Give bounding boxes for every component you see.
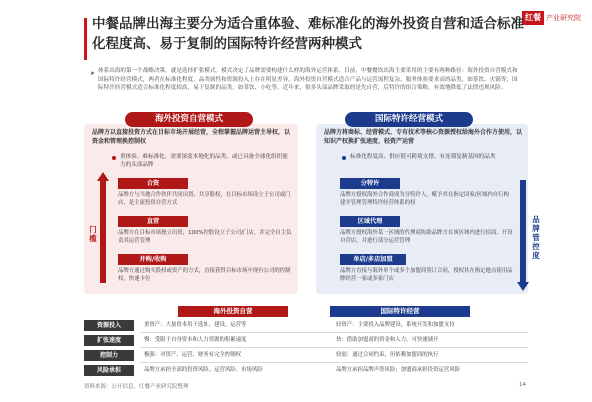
logo-brand-mark: 红餐 xyxy=(522,11,544,25)
row-label: 控制力 xyxy=(84,350,134,361)
row-label: 扩张速度 xyxy=(84,335,134,346)
table-row xyxy=(84,319,528,332)
model-desc-direct: 品牌方在目标市场独立出资，100%控股设立子公司/门店，并完全自主负责其运营管理 xyxy=(118,230,292,245)
model-desc-unit-franchise: 品牌方直接与海外单个或多个加盟商签订合同，授权其在指定地点使用品牌经营一家或多家门店 xyxy=(340,268,513,283)
model-tag-ma: 并购/收购 xyxy=(118,254,188,265)
title-accent-bar xyxy=(84,18,87,60)
row-franchise-value: 较弱：通过合同约束，但依赖加盟商的执行 xyxy=(336,352,439,358)
row-divider xyxy=(140,347,528,348)
bullet-dot-icon xyxy=(342,156,346,160)
control-label: 品牌管控度 xyxy=(532,215,540,260)
model-tag-direct: 直营 xyxy=(118,216,188,227)
logo-subtitle: 产业研究院 xyxy=(546,14,581,22)
franchise-fit: 标准化程度高、供应链可跨境支撑、有连锁复制基因的品类 xyxy=(350,154,496,160)
row-franchise-value: 轻资产：主要投入品牌建设、系统开发和加盟支持 xyxy=(336,322,455,328)
row-franchise-value: 快：借助加盟商的资金和人力，可快速铺开 xyxy=(336,337,439,343)
source-note: 资料来源：公开信息、红餐产业研究院整理 xyxy=(84,384,189,390)
page-number: 14 xyxy=(519,382,526,388)
row-self-operated-value: 重资产：大量资本用于选址、建设、运营等 xyxy=(144,322,247,328)
model-tag-unit-franchise: 单店/多店加盟 xyxy=(340,254,406,265)
threshold-label: 门槛 xyxy=(89,225,97,243)
model-desc-master-franchise: 品牌方授权海外合作商成为分特许人，赋予其在指定国家/区域内自行构建并管理管理特许经营体系的权 xyxy=(340,192,509,207)
franchise-lead: 品牌方将商标、经营模式、专有技术等核心资源授权给海外合作方使用，以知识产权换扩张速度，轻资产运营 xyxy=(324,129,523,145)
row-self-operated-value: 品牌方承担全部的投资风险、运营风险、市场风险 xyxy=(144,367,263,373)
model-tag-master-franchise: 分特许 xyxy=(340,178,400,189)
comparison-header-self-operated: 海外投资自营 xyxy=(178,306,288,317)
row-divider xyxy=(140,332,528,333)
table-row xyxy=(84,349,528,362)
row-franchise-value: 品牌方承担品牌声誉风险；加盟商承担投资运营风险 xyxy=(336,367,460,373)
bullet-dot-icon xyxy=(112,156,116,160)
table-row xyxy=(84,334,528,347)
arrow-down-icon xyxy=(517,282,529,291)
row-divider xyxy=(140,362,528,363)
model-tag-area-agent: 区域代理 xyxy=(340,216,400,227)
page-title: 中餐品牌出海主要分为适合重体验、难标准化的海外投资自营和适合标准化程度高、易于复制的国际特许经营两种模式 xyxy=(92,16,524,52)
model-desc-ma: 品牌方通过购买股权或资产的方式，直接获得目标市场中现有公司的控制权，快速卡位 xyxy=(118,268,291,283)
row-self-operated-value: 慢：受限于自身资本和人力资源的积累速度 xyxy=(144,337,247,343)
comparison-header-franchise: 国际特许经营 xyxy=(330,306,470,317)
row-label: 风险承担 xyxy=(84,365,134,376)
franchise-header: 国际特许经营模式 xyxy=(345,112,473,127)
self-operated-header: 海外投资自营模式 xyxy=(125,112,253,127)
control-bar xyxy=(520,180,526,283)
threshold-bar xyxy=(100,180,106,283)
model-desc-area-agent: 品牌方授权海外某一区域的代理商协助品牌方在该区域内进行招商、开设自营店，并进行部分运营管理 xyxy=(340,230,513,245)
row-self-operated-value: 极强：对资产、运营、财务有完全控制权 xyxy=(144,352,242,358)
chevron-right-icon: ➤ xyxy=(90,70,96,77)
model-desc-jv: 品牌方与当地合作伙伴共同出资、共享股权，在目标市场设立子公司或门店，是主流投资自营方式 xyxy=(118,192,291,207)
self-operated-fit: 重体验、难标准化、需要深度本地化的品类，或已具备全球化组织能力的头部品牌 xyxy=(120,154,288,169)
intro-paragraph: 体系出海的第一个战略决策，就是选择扩张模式。模式决定了品牌需要构建什么样的海外运营体系。目前，中餐餐饮出海主要采用的主要有两种路径：海外投资自营模式和国际特许经营模式，两者在标准化程度、品类属性和资源投入上存在明显差异。海外投资自营模式适合产品与运营流程复杂、服务体验要求高的品类，如茶饮、火锅等；国际特许经营模式适合标准化程度较高、易于复制的品类，如茶饮、小吃等。近年来，很多头部品牌采取的是先自营，后特许的组合策略，有效地降低了法律违规风险。 xyxy=(98,68,518,92)
self-operated-lead: 品牌方以直接投资方式在目标市场开展经营，全程掌握品牌运营主导权，以资金和管理换控制权 xyxy=(92,129,291,145)
row-label: 资源投入 xyxy=(84,320,134,331)
table-row xyxy=(84,364,528,377)
model-tag-jv: 合资 xyxy=(118,178,188,189)
